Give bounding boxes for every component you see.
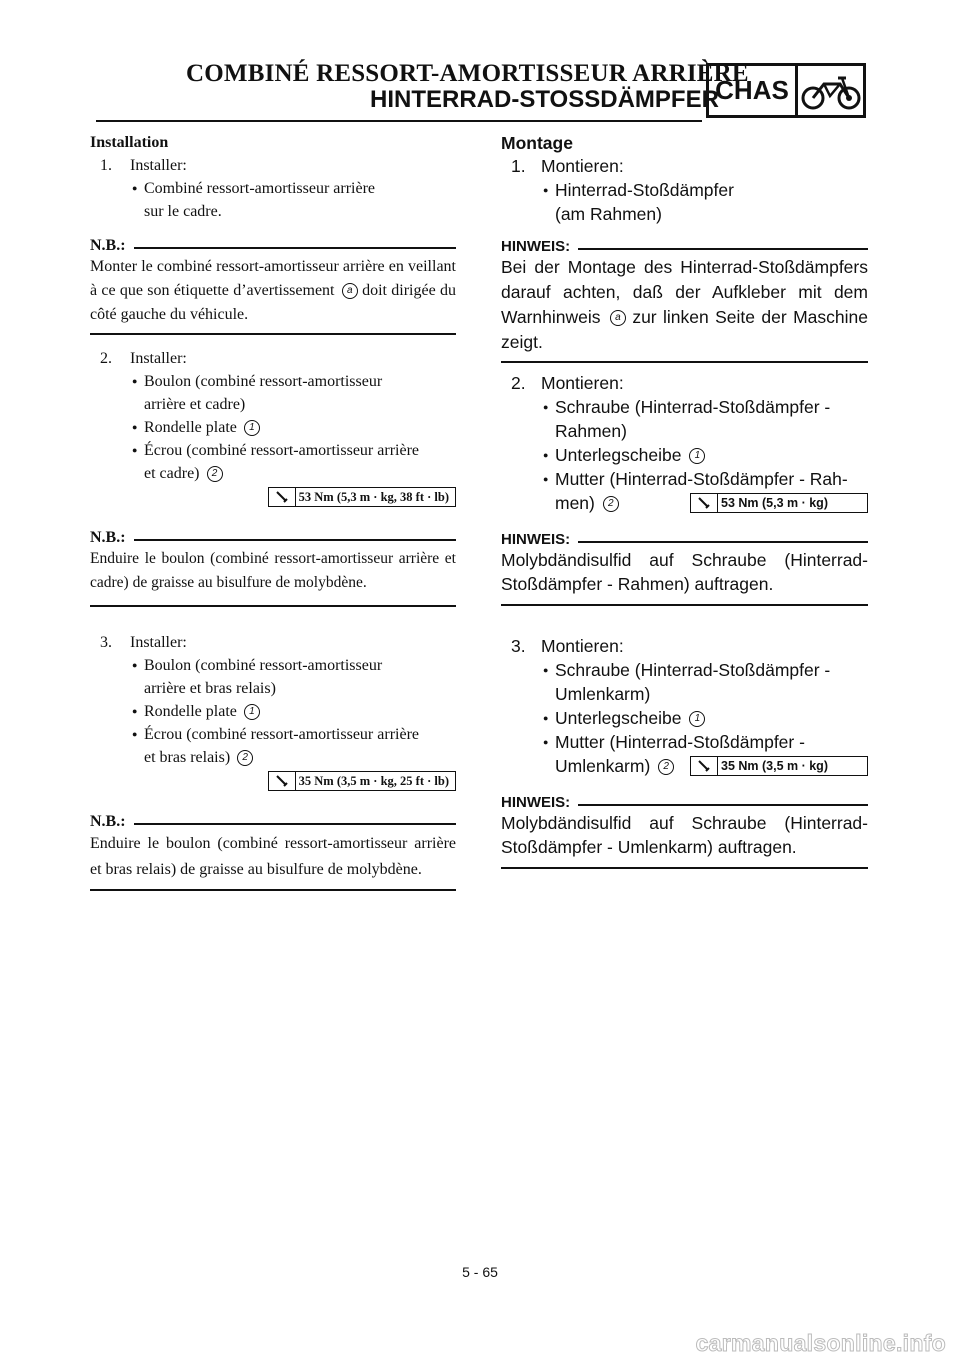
note-body: Enduire le boulon (combiné ressort-amortisseur arrière et bras relais) de graisse au bisulfure de molybdène. (90, 831, 456, 891)
section-label: CHAS (709, 66, 798, 115)
note-body: Bei der Montage des Hinterrad-Stoßdämpfers darauf achten, daß der Aufkleber mit dem Warnhinweis a zur linken Seite der Maschine zeigt. (501, 255, 868, 363)
step-text: Montieren: (541, 156, 624, 176)
callout-mark: 1 (689, 711, 705, 727)
list-item: ● Schraube (Hinterrad-Stoßdämpfer - (543, 395, 868, 419)
list-item-cont: arrière et bras relais) (144, 680, 276, 697)
callout-mark: a (342, 283, 358, 299)
list-item: ● Schraube (Hinterrad-Stoßdämpfer - (543, 658, 868, 682)
wrench-icon (269, 772, 296, 790)
list-item: ● Boulon (combiné ressort-amortisseur (132, 370, 456, 393)
callout-mark: 2 (207, 466, 223, 482)
list-item: ● Rondelle plate 1 (132, 700, 456, 723)
section-heading: Installation (90, 134, 169, 151)
step-number: 2. (511, 373, 526, 393)
step-number: 1. (511, 156, 526, 176)
callout-mark: 1 (244, 704, 260, 720)
wrench-icon (691, 757, 718, 775)
section-badge (706, 63, 866, 118)
note-header: HINWEIS: (501, 238, 868, 255)
list-item: ● Rondelle plate 1 (132, 416, 456, 439)
list-item: ● Écrou (combiné ressort-amortisseur arrière (132, 723, 456, 746)
callout-mark: 2 (237, 750, 253, 766)
list-item-cont: arrière et cadre) (144, 396, 246, 413)
callout-mark: 2 (658, 759, 674, 775)
step-text: Installer: (130, 350, 187, 367)
callout-mark: 1 (244, 420, 260, 436)
note-body: Molybdändisulfid auf Schraube (Hinterrad-Stoßdämpfer - Rahmen) auftragen. (501, 548, 868, 606)
step-number: 2. (100, 350, 112, 367)
torque-spec: 53 Nm (5,3 m · kg) (690, 493, 868, 513)
torque-spec: 53 Nm (5,3 m · kg, 38 ft · lb) (90, 487, 456, 507)
list-item-cont: Umlenkarm) 2 (555, 754, 674, 778)
wrench-icon (269, 488, 296, 506)
list-item-cont-row (555, 754, 868, 778)
wrench-icon (691, 494, 718, 512)
list-item: ● Hinterrad-Stoßdämpfer (543, 178, 868, 202)
torque-spec: 35 Nm (3,5 m · kg) (690, 756, 868, 776)
page-title-de: HINTERRAD-STOSSDÄMPFER (370, 86, 719, 113)
motorcycle-icon (798, 66, 863, 115)
note-header: N.B.: (90, 813, 456, 831)
list-item-cont: Umlenkarm) (555, 684, 651, 704)
step-text: Installer: (130, 157, 187, 174)
note-body: Monter le combiné ressort-amortisseur arrière en veillant à ce que son étiquette d’avertissement a doit dirigée du côté gauche du véhicule. (90, 255, 456, 335)
list-item-cont-row (555, 491, 868, 515)
note-header: HINWEIS: (501, 794, 868, 811)
step-number: 3. (100, 634, 112, 651)
list-item: ● Unterlegscheibe 1 (543, 443, 868, 467)
list-item: ● Combiné ressort-amortisseur arrière (132, 177, 456, 200)
header-rule (96, 120, 702, 122)
callout-mark: a (610, 310, 626, 326)
callout-mark: 2 (603, 496, 619, 512)
section-heading: Montage (501, 133, 573, 153)
step-number: 3. (511, 636, 526, 656)
list-item-cont: et cadre) 2 (144, 462, 456, 485)
page-number: 5 - 65 (462, 1264, 498, 1280)
list-item-cont: et bras relais) 2 (144, 746, 456, 769)
list-item: ● Mutter (Hinterrad-Stoßdämpfer - Rah- (543, 467, 868, 491)
list-item-cont: Rahmen) (555, 421, 627, 441)
callout-mark: 1 (689, 448, 705, 464)
note-body: Enduire le boulon (combiné ressort-amortisseur arrière et cadre) de graisse au bisulfure de molybdène. (90, 547, 456, 607)
watermark: carmanualsonline.info (695, 1330, 946, 1356)
note-body: Molybdändisulfid auf Schraube (Hinterrad-Stoßdämpfer - Umlenkarm) auftragen. (501, 811, 868, 869)
list-item-cont: men) 2 (555, 491, 619, 515)
list-item: ● Écrou (combiné ressort-amortisseur arrière (132, 439, 456, 462)
note-header: N.B.: (90, 237, 456, 255)
list-item-cont: sur le cadre. (144, 203, 222, 220)
list-item: ● Unterlegscheibe 1 (543, 706, 868, 730)
step-text: Montieren: (541, 636, 624, 656)
torque-spec: 35 Nm (3,5 m · kg, 25 ft · lb) (90, 771, 456, 791)
page-title-fr: COMBINÉ RESSORT-AMORTISSEUR ARRIÈRE (186, 60, 749, 87)
note-header: N.B.: (90, 529, 456, 547)
step-text: Montieren: (541, 373, 624, 393)
list-item: ● Mutter (Hinterrad-Stoßdämpfer - (543, 730, 868, 754)
note-header: HINWEIS: (501, 531, 868, 548)
step-text: Installer: (130, 634, 187, 651)
column-german (501, 130, 868, 869)
list-item-cont: (am Rahmen) (555, 204, 662, 224)
column-french (90, 130, 456, 891)
list-item: ● Boulon (combiné ressort-amortisseur (132, 654, 456, 677)
step-number: 1. (100, 157, 112, 174)
